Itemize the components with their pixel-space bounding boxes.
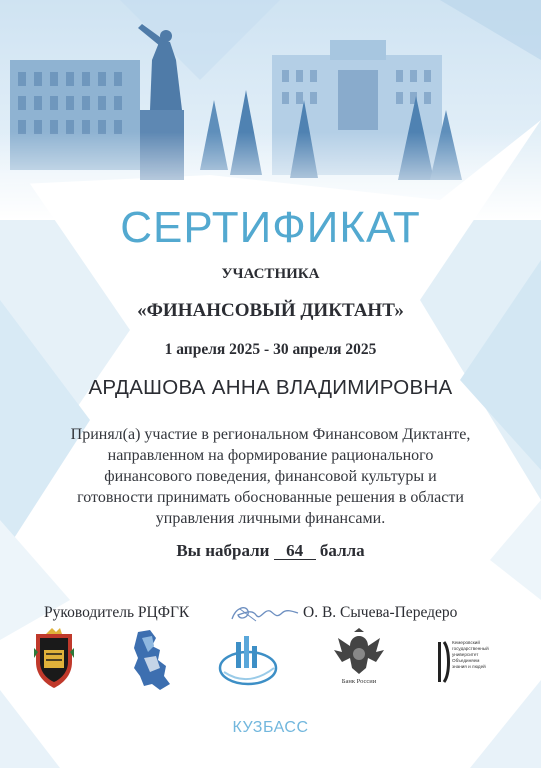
event-dates: 1 апреля 2025 - 30 апреля 2025 — [164, 341, 377, 358]
participation-text-line: готовности принимать обоснованные решения в области — [77, 489, 464, 506]
recipient-name: АРДАШОВА АННА ВЛАДИМИРОВНА — [88, 376, 453, 399]
bank-russia-logo — [330, 628, 388, 692]
coat-of-arms-icon — [32, 628, 76, 692]
regional-center-logo-icon — [216, 628, 280, 692]
score-prefix: Вы набрали — [176, 541, 270, 560]
event-name: «ФИНАНСОВЫЙ ДИКТАНТ» — [137, 300, 404, 321]
certificate-title: СЕРТИФИКАТ — [120, 203, 421, 252]
certificate-subtitle: УЧАСТНИКА — [221, 266, 320, 282]
score-suffix: балла — [319, 541, 365, 560]
score-line — [0, 541, 541, 561]
partner-logos — [0, 628, 541, 698]
participation-text-line: управления личными финансами. — [155, 510, 386, 527]
participation-text — [0, 424, 541, 529]
bank-russia-eagle-icon — [330, 628, 388, 678]
bank-name: Банк России — [341, 678, 377, 685]
university-logo-icon — [436, 638, 452, 686]
city-photo-banner — [0, 0, 541, 220]
signature-row — [0, 601, 541, 627]
signer-name: О. В. Сычева-Передеро — [303, 604, 458, 621]
kuzbass-map-icon — [130, 628, 174, 692]
signer-role: Руководитель РЦФГК — [44, 604, 190, 621]
score-value: 64 — [274, 542, 316, 560]
participation-text-line: направленном на формирование рационального — [107, 447, 434, 464]
participation-text-line: Принял(а) участие в региональном Финансовом Диктанте, — [70, 426, 471, 443]
university-name: Кемеровский государственный университет Объединяем знания и людей — [452, 640, 489, 669]
handwritten-signature — [226, 601, 302, 627]
participation-text-line: финансового поведения, финансовой культуры и — [104, 468, 437, 485]
footer-region: КУЗБАСС — [232, 719, 309, 736]
university-logo — [436, 628, 522, 692]
